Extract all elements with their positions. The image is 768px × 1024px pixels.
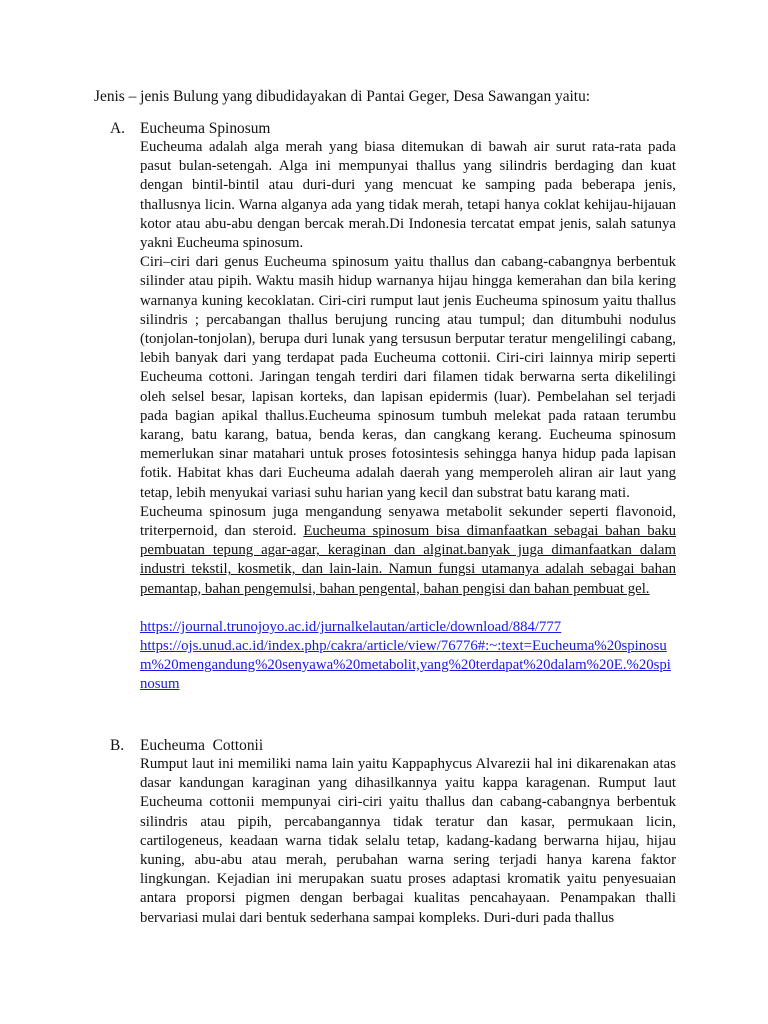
paragraph-description: Rumput laut ini memiliki nama lain yaitu Kappaphycus Alvarezii hal ini dikarenakan atas dasar kandungan karaginan yang dihasilkannya yaitu kappa karagenan. Rumput laut Eucheuma cottonii mempunyai ciri-ciri yaitu thallus dan cabang-cabangnya berbentuk silindris atau pipih, percabangannya tidak teratur dan kasar, permukaan licin, cartilogeneus, keadaan warna tidak selalu tetap, kadang-kadang berwarna hijau, hijau kuning, abu-abu atau merah, perubahan warna sering terjadi hanya karena faktor lingkungan. Kejadian ini merupakan suatu proses adaptasi kromatik yaitu penyesuaian antara proporsi pigmen dengan berbagai kualitas pencahayaan. Penampakan thalli bervariasi mulai dari bentuk sederhana sampai kompleks. Duri-duri pada thallus (140, 756, 676, 926)
list-marker: B. (110, 737, 125, 754)
paragraph-characteristics: Ciri–ciri dari genus Eucheuma spinosum yaitu thallus dan cabang-cabangnya berbentuk silinder atau pipih. Waktu masih hidup warnanya hijau hingga kemerahan dan bila kering warnanya kuning kecoklatan. Ciri-ciri rumput laut jenis Eucheuma spinosum yaitu thallus silindris ; percabangan thallus berujung runcing atau tumpul; dan ditumbuhi nodulus (tonjolan-tonjolan), berupa duri lunak yang tersusun berputar teratur mengelilingi cabang, lebih banyak dari yang terdapat pada Eucheuma cottonii. Ciri-ciri lainnya mirip seperti Eucheuma cottoni. Jaringan tengah terdiri dari filamen tidak berwarna serta dikelilingi oleh selsel besar, lapisan korteks, dan lapisan epidermis (luar). Pembelahan sel terjadi pada bagian apikal thallus.Eucheuma spinosum tumbuh melekat pada rataan terumbu karang, batu karang, batua, benda keras, dan cangkang kerang. Eucheuma spinosum memerlukan sinar matahari untuk proses fotosintesis sehingga hanya hidup pada lapisan fotik. Habitat khas dari Eucheuma adalah daerah yang memperoleh aliran air laut yang tetap, lebih menyukai variasi suhu harian yang kecil dan substrat batu karang mati. (140, 254, 676, 501)
reference-link[interactable]: https://ojs.unud.ac.id/index.php/cakra/article/view/76776#:~:text=Eucheuma%20spinosum%20mengandung%20senyawa%20metabolit,yang%20terdapat%20dalam%20E.%20spinosum (140, 638, 671, 693)
section-eucheuma-cottonii (110, 736, 676, 928)
section-title: Eucheuma Cottonii (140, 737, 264, 754)
paragraph-uses (140, 503, 676, 599)
paragraph-description: Eucheuma adalah alga merah yang biasa ditemukan di bawah air surut rata-rata pada pasut bulan-setengah. Alga ini mempunyai thallus yang silindris berdaging dan kuat dengan bintil-bintil atau duri-duri yang mencuat ke samping pada beberapa jenis, thallusnya licin. Warna alganya ada yang tidak merah, tetapi hanya coklat kehijau-hijauan kotor atau abu-abu dengan bercak merah.Di Indonesia tercatat empat jenis, salah satunya yakni Eucheuma spinosum. (140, 139, 676, 252)
section-heading (110, 736, 676, 755)
section-title: Eucheuma Spinosum (140, 120, 271, 137)
section-heading (110, 119, 676, 138)
uses-underlined-text: Eucheuma spinosum bisa dimanfaatkan sebagai bahan baku pembuatan tepung agar-agar, keraginan dan alginat.banyak juga dimanfaatkan dalam industri tekstil, kosmetik, dan lain-lain. Namun fungsi utamanya adalah sebagai bahan pemantap, bahan pengemulsi, bahan pengental, bahan pengisi dan bahan pembuat gel. (140, 523, 676, 597)
list-marker: A. (110, 120, 125, 137)
section-eucheuma-spinosum (110, 119, 676, 695)
uses-plain-text: Eucheuma spinosum juga mengandung senyawa metabolit sekunder seperti flavonoid, triterpernoid, dan steroid. (140, 503, 676, 540)
reference-links (140, 618, 676, 695)
section-body (140, 138, 676, 695)
section-body (140, 755, 676, 928)
intro-sentence: Jenis – jenis Bulung yang dibudidayakan di Pantai Geger, Desa Sawangan yaitu: (94, 88, 591, 105)
reference-link[interactable]: https://journal.trunojoyo.ac.id/jurnalkelautan/article/download/884/777 (140, 618, 562, 635)
